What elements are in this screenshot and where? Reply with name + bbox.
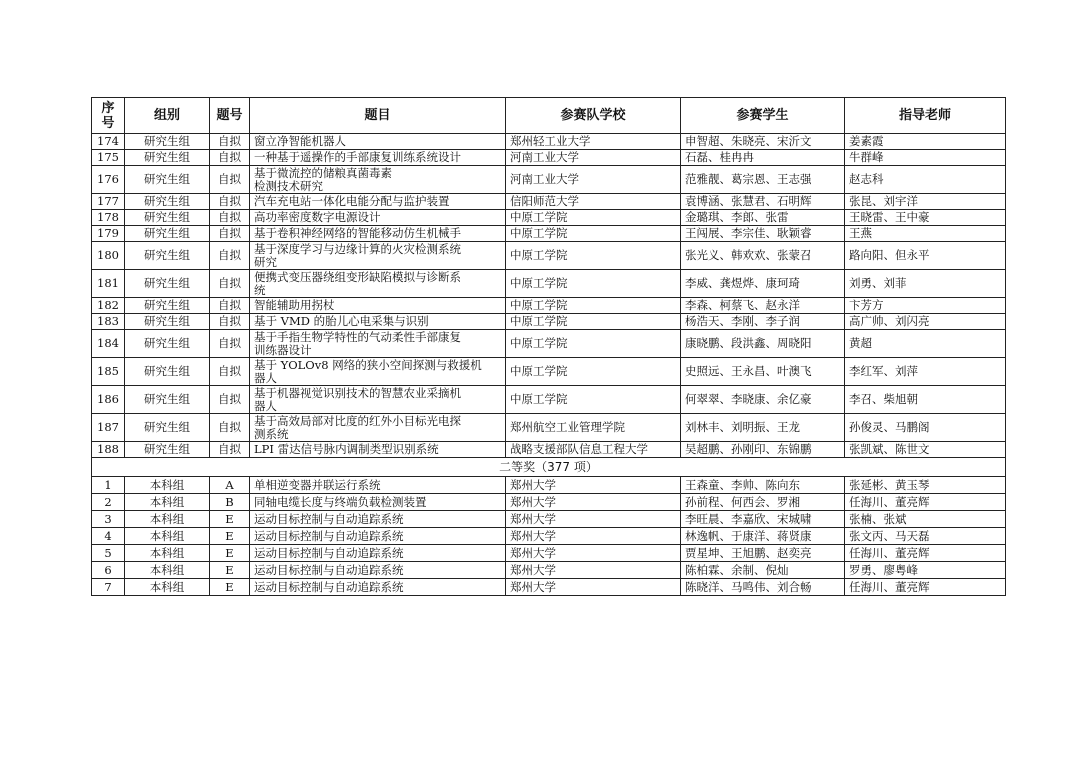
cell-school: 战略支援部队信息工程大学 [506,442,681,458]
cell-teachers: 李红军、刘萍 [845,358,1006,386]
cell-teachers: 黄超 [845,330,1006,358]
table-row [92,358,1006,386]
second-prize-section-title: 二等奖（377 项） [92,458,1006,477]
cell-teachers: 路向阳、但永平 [845,242,1006,270]
cell-seq: 178 [92,210,125,226]
cell-group: 研究生组 [125,414,210,442]
cell-seq: 184 [92,330,125,358]
cell-students: 杨浩天、李刚、李子润 [681,314,845,330]
cell-students: 袁博涵、张慧君、石明辉 [681,194,845,210]
cell-title: 基于 YOLOv8 网络的狭小空间探测与救援机 器人 [250,358,506,386]
cell-students: 林逸帆、于康洋、蒋贤康 [681,528,845,545]
cell-title: 同轴电缆长度与终端负载检测装置 [250,494,506,511]
cell-seq: 6 [92,562,125,579]
cell-group: 研究生组 [125,166,210,194]
table-row [92,226,1006,242]
cell-title: 基于深度学习与边缘计算的火灾检测系统 研究 [250,242,506,270]
cell-title: 窗立净智能机器人 [250,134,506,150]
cell-school: 郑州大学 [506,511,681,528]
table-header [92,98,1006,134]
table-row [92,528,1006,545]
cell-topic-no: 自拟 [210,150,250,166]
cell-title: 智能辅助用拐杖 [250,298,506,314]
cell-teachers: 牛群峰 [845,150,1006,166]
cell-topic-no: 自拟 [210,242,250,270]
cell-teachers: 高广帅、刘闪亮 [845,314,1006,330]
cell-teachers: 王燕 [845,226,1006,242]
cell-school: 中原工学院 [506,210,681,226]
header-title: 题目 [250,98,506,134]
cell-seq: 176 [92,166,125,194]
cell-group: 本科组 [125,511,210,528]
cell-seq: 185 [92,358,125,386]
cell-group: 研究生组 [125,298,210,314]
award-list-page [91,97,1005,596]
table-row [92,150,1006,166]
cell-seq: 3 [92,511,125,528]
cell-seq: 4 [92,528,125,545]
cell-topic-no: 自拟 [210,386,250,414]
cell-seq: 5 [92,545,125,562]
cell-group: 本科组 [125,562,210,579]
cell-students: 孙前程、何西会、罗湘 [681,494,845,511]
cell-school: 河南工业大学 [506,150,681,166]
cell-topic-no: 自拟 [210,166,250,194]
cell-group: 研究生组 [125,386,210,414]
cell-teachers: 张楠、张斌 [845,511,1006,528]
cell-topic-no: 自拟 [210,358,250,386]
cell-school: 郑州大学 [506,477,681,494]
cell-students: 张光义、韩欢欢、张蒙召 [681,242,845,270]
table-row [92,166,1006,194]
cell-topic-no: 自拟 [210,298,250,314]
cell-teachers: 张延彬、黄玉琴 [845,477,1006,494]
cell-school: 郑州航空工业管理学院 [506,414,681,442]
header-group: 组别 [125,98,210,134]
cell-group: 研究生组 [125,242,210,270]
cell-students: 贾星坤、王旭鹏、赵奕亮 [681,545,845,562]
cell-title: 基于卷积神经网络的智能移动仿生机械手 [250,226,506,242]
cell-title: LPI 雷达信号脉内调制类型识别系统 [250,442,506,458]
cell-school: 郑州大学 [506,545,681,562]
cell-students: 范雅靓、葛宗恩、王志强 [681,166,845,194]
cell-group: 研究生组 [125,314,210,330]
header-students: 参赛学生 [681,98,845,134]
cell-students: 石磊、桂冉冉 [681,150,845,166]
table-row [92,210,1006,226]
table-row [92,562,1006,579]
cell-topic-no: 自拟 [210,270,250,298]
cell-teachers: 张昆、刘宇洋 [845,194,1006,210]
cell-school: 河南工业大学 [506,166,681,194]
table-row [92,545,1006,562]
table-row [92,511,1006,528]
cell-school: 中原工学院 [506,358,681,386]
cell-teachers: 任海川、董亮辉 [845,579,1006,596]
cell-school: 中原工学院 [506,330,681,358]
table-row [92,386,1006,414]
cell-seq: 186 [92,386,125,414]
cell-title: 基于 VMD 的胎儿心电采集与识别 [250,314,506,330]
cell-topic-no: 自拟 [210,210,250,226]
cell-teachers: 王晓雷、王中豪 [845,210,1006,226]
cell-teachers: 姜素霞 [845,134,1006,150]
cell-students: 何翠翠、李晓康、余亿豪 [681,386,845,414]
cell-title: 运动目标控制与自动追踪系统 [250,579,506,596]
cell-title: 单相逆变器并联运行系统 [250,477,506,494]
cell-students: 申智超、朱晓亮、宋沂文 [681,134,845,150]
cell-group: 本科组 [125,494,210,511]
cell-seq: 1 [92,477,125,494]
cell-group: 研究生组 [125,194,210,210]
cell-students: 李森、柯蔡飞、赵永洋 [681,298,845,314]
cell-seq: 181 [92,270,125,298]
cell-students: 王森童、李帅、陈向东 [681,477,845,494]
cell-topic-no: E [210,528,250,545]
cell-seq: 183 [92,314,125,330]
cell-group: 研究生组 [125,270,210,298]
header-teachers: 指导老师 [845,98,1006,134]
cell-teachers: 罗勇、廖粤峰 [845,562,1006,579]
cell-students: 李威、龚煜烨、康珂琦 [681,270,845,298]
cell-school: 中原工学院 [506,298,681,314]
cell-title: 基于手指生物学特性的气动柔性手部康复 训练器设计 [250,330,506,358]
cell-seq: 177 [92,194,125,210]
cell-topic-no: B [210,494,250,511]
cell-group: 研究生组 [125,210,210,226]
cell-title: 基于机器视觉识别技术的智慧农业采摘机 器人 [250,386,506,414]
cell-title: 基于微流控的储粮真菌毒素 检测技术研究 [250,166,506,194]
cell-teachers: 孙俊灵、马鹏阁 [845,414,1006,442]
cell-topic-no: E [210,562,250,579]
table-row [92,579,1006,596]
cell-title: 基于高效局部对比度的红外小目标光电探 测系统 [250,414,506,442]
cell-topic-no: E [210,579,250,596]
table-row [92,330,1006,358]
cell-seq: 182 [92,298,125,314]
cell-group: 本科组 [125,477,210,494]
cell-topic-no: E [210,545,250,562]
cell-teachers: 张凯斌、陈世文 [845,442,1006,458]
cell-title: 便携式变压器绕组变形缺陷模拟与诊断系 统 [250,270,506,298]
cell-title: 高功率密度数字电源设计 [250,210,506,226]
cell-seq: 7 [92,579,125,596]
cell-school: 信阳师范大学 [506,194,681,210]
table-row [92,242,1006,270]
cell-seq: 174 [92,134,125,150]
cell-teachers: 任海川、董亮辉 [845,545,1006,562]
cell-topic-no: 自拟 [210,194,250,210]
table-row [92,194,1006,210]
section-divider [92,458,1006,477]
cell-group: 本科组 [125,545,210,562]
cell-title: 运动目标控制与自动追踪系统 [250,545,506,562]
cell-seq: 2 [92,494,125,511]
first-prize-rows [92,134,1006,458]
cell-title: 运动目标控制与自动追踪系统 [250,511,506,528]
cell-group: 研究生组 [125,150,210,166]
cell-students: 李旺晨、李嘉欣、宋城啸 [681,511,845,528]
cell-title: 运动目标控制与自动追踪系统 [250,562,506,579]
second-prize-rows [92,477,1006,596]
cell-school: 中原工学院 [506,386,681,414]
cell-school: 中原工学院 [506,226,681,242]
cell-group: 研究生组 [125,226,210,242]
cell-teachers: 任海川、董亮辉 [845,494,1006,511]
award-table [91,97,1006,596]
cell-title: 汽车充电站一体化电能分配与监护装置 [250,194,506,210]
cell-students: 史照远、王永昌、叶澳飞 [681,358,845,386]
cell-students: 吴超鹏、孙刚印、东锦鹏 [681,442,845,458]
cell-school: 中原工学院 [506,314,681,330]
cell-teachers: 卞芳方 [845,298,1006,314]
cell-seq: 188 [92,442,125,458]
cell-students: 陈晓洋、马鸣伟、刘合畅 [681,579,845,596]
cell-school: 郑州大学 [506,528,681,545]
cell-students: 刘林丰、刘明振、王龙 [681,414,845,442]
cell-topic-no: E [210,511,250,528]
cell-students: 王闯展、李宗佳、耿颖睿 [681,226,845,242]
table-row [92,477,1006,494]
table-row [92,134,1006,150]
cell-title: 一种基于遥操作的手部康复训练系统设计 [250,150,506,166]
cell-topic-no: 自拟 [210,314,250,330]
cell-seq: 175 [92,150,125,166]
cell-topic-no: 自拟 [210,330,250,358]
cell-students: 金璐琪、李郎、张雷 [681,210,845,226]
cell-school: 郑州轻工业大学 [506,134,681,150]
cell-teachers: 刘勇、刘菲 [845,270,1006,298]
header-topic-no: 题号 [210,98,250,134]
cell-topic-no: 自拟 [210,442,250,458]
cell-seq: 179 [92,226,125,242]
cell-group: 本科组 [125,579,210,596]
table-row [92,494,1006,511]
cell-teachers: 张文丙、马天磊 [845,528,1006,545]
cell-school: 中原工学院 [506,242,681,270]
cell-topic-no: 自拟 [210,414,250,442]
cell-topic-no: A [210,477,250,494]
cell-school: 郑州大学 [506,494,681,511]
cell-seq: 187 [92,414,125,442]
table-row [92,314,1006,330]
cell-school: 郑州大学 [506,562,681,579]
table-row [92,298,1006,314]
header-school: 参赛队学校 [506,98,681,134]
cell-school: 郑州大学 [506,579,681,596]
table-row [92,414,1006,442]
cell-topic-no: 自拟 [210,134,250,150]
cell-group: 研究生组 [125,330,210,358]
cell-title: 运动目标控制与自动追踪系统 [250,528,506,545]
cell-seq: 180 [92,242,125,270]
cell-topic-no: 自拟 [210,226,250,242]
cell-school: 中原工学院 [506,270,681,298]
cell-students: 康晓鹏、段洪鑫、周晓阳 [681,330,845,358]
header-seq: 序号 [92,98,125,134]
cell-group: 研究生组 [125,358,210,386]
cell-teachers: 赵志科 [845,166,1006,194]
table-row [92,270,1006,298]
table-row [92,442,1006,458]
cell-group: 本科组 [125,528,210,545]
cell-teachers: 李召、柴旭朝 [845,386,1006,414]
cell-students: 陈柏霖、余制、倪灿 [681,562,845,579]
cell-group: 研究生组 [125,442,210,458]
cell-group: 研究生组 [125,134,210,150]
